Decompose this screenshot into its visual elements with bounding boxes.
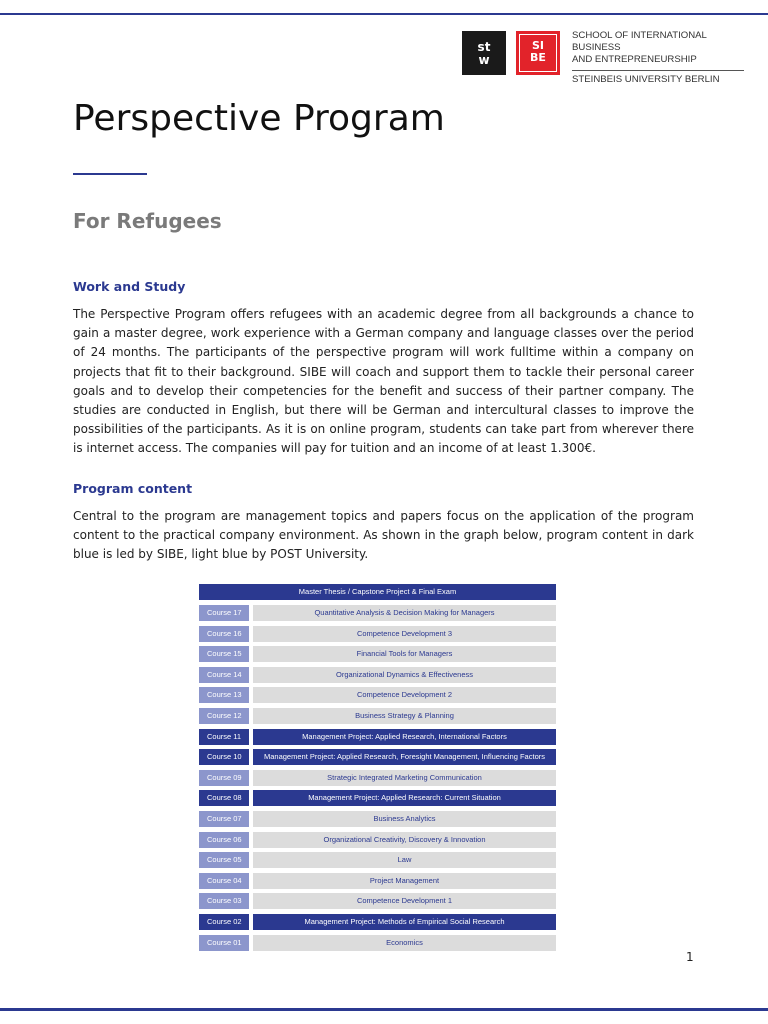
course-number: Course 16: [199, 626, 249, 642]
course-row: [199, 729, 556, 745]
course-number: Course 07: [199, 811, 249, 827]
course-title: Financial Tools for Managers: [253, 646, 556, 662]
course-number: Course 13: [199, 687, 249, 703]
course-number: Course 03: [199, 893, 249, 909]
course-number: Course 01: [199, 935, 249, 951]
course-row: [199, 873, 556, 889]
sibe-logo-line1: SI: [531, 39, 544, 52]
page-number: 1: [686, 950, 694, 964]
section-heading-work-study: Work and Study: [73, 279, 186, 294]
course-row: [199, 852, 556, 868]
institution-line1: SCHOOL OF INTERNATIONAL BUSINESS: [572, 30, 707, 53]
course-row: [199, 749, 556, 765]
course-row: [199, 770, 556, 786]
course-title: Law: [253, 852, 556, 868]
course-row: [199, 646, 556, 662]
course-number: Course 11: [199, 729, 249, 745]
institution-divider: [572, 70, 744, 71]
course-number: Course 09: [199, 770, 249, 786]
course-number: Course 08: [199, 790, 249, 806]
program-header-row: [199, 584, 556, 600]
course-title: Management Project: Applied Research, International Factors: [253, 729, 556, 745]
course-number: Course 06: [199, 832, 249, 848]
course-title: Management Project: Methods of Empirical Social Research: [253, 914, 556, 930]
page-subtitle: For Refugees: [73, 209, 222, 233]
stw-logo-line1: st: [477, 40, 491, 54]
sibe-logo-line2: BE: [530, 51, 546, 64]
course-title: Competence Development 1: [253, 893, 556, 909]
title-underline: [73, 173, 147, 175]
course-number: Course 05: [199, 852, 249, 868]
section-heading-program-content: Program content: [73, 481, 193, 496]
course-row: [199, 605, 556, 621]
course-title: Economics: [253, 935, 556, 951]
institution-line3: STEINBEIS UNIVERSITY BERLIN: [572, 74, 720, 85]
sibe-logo: [516, 31, 560, 75]
course-title: Strategic Integrated Marketing Communication: [253, 770, 556, 786]
course-title: Competence Development 2: [253, 687, 556, 703]
course-number: Course 15: [199, 646, 249, 662]
course-row: [199, 893, 556, 909]
course-number: Course 14: [199, 667, 249, 683]
course-row: [199, 935, 556, 951]
course-title: Business Strategy & Planning: [253, 708, 556, 724]
course-title: Project Management: [253, 873, 556, 889]
course-row: [199, 790, 556, 806]
stw-logo-line2: w: [478, 53, 490, 67]
section-text-program-content: Central to the program are management topics and papers focus on the application of the program content to the practical company environment. As shown in the graph below, program content in dark blue is led by SIBE, light blue by POST University.: [73, 509, 694, 562]
course-row: [199, 626, 556, 642]
institution-line2: AND ENTREPRENEURSHIP: [572, 54, 697, 65]
course-title: Management Project: Applied Research: Current Situation: [253, 790, 556, 806]
program-header-title: Master Thesis / Capstone Project & Final Exam: [199, 584, 556, 600]
course-title: Quantitative Analysis & Decision Making for Managers: [253, 605, 556, 621]
top-rule: [0, 13, 768, 15]
course-row: [199, 811, 556, 827]
stw-logo: [462, 31, 506, 75]
course-number: Course 17: [199, 605, 249, 621]
page-title: Perspective Program: [73, 98, 445, 139]
course-number: Course 12: [199, 708, 249, 724]
course-title: Organizational Creativity, Discovery & Innovation: [253, 832, 556, 848]
bottom-rule: [0, 1008, 768, 1011]
section-text-work-study: The Perspective Program offers refugees with an academic degree from all backgrounds a chance to gain a master degree, work experience with a German company and language classes over the period of 24 months. The participants of the perspective program will work fulltime within a company on projects that fit to their background. SIBE will coach and support them to tackle their personal career goals and to develop their competencies for the benefit and success of their partner company. The studies are conducted in English, but there will be German and intercultural classes to improve the possibilities of the participants. As it is on online program, students can take part from wherever there is internet access. The companies will pay for tuition and an income of at least 1.300€.: [73, 307, 694, 456]
course-title: Management Project: Applied Research, Foresight Management, Influencing Factors: [253, 749, 556, 765]
course-row: [199, 914, 556, 930]
course-title: Competence Development 3: [253, 626, 556, 642]
institution-name: [572, 30, 744, 86]
course-number: Course 02: [199, 914, 249, 930]
course-row: [199, 708, 556, 724]
course-row: [199, 667, 556, 683]
course-row: [199, 832, 556, 848]
course-number: Course 04: [199, 873, 249, 889]
course-number: Course 10: [199, 749, 249, 765]
course-title: Organizational Dynamics & Effectiveness: [253, 667, 556, 683]
course-title: Business Analytics: [253, 811, 556, 827]
course-row: [199, 687, 556, 703]
